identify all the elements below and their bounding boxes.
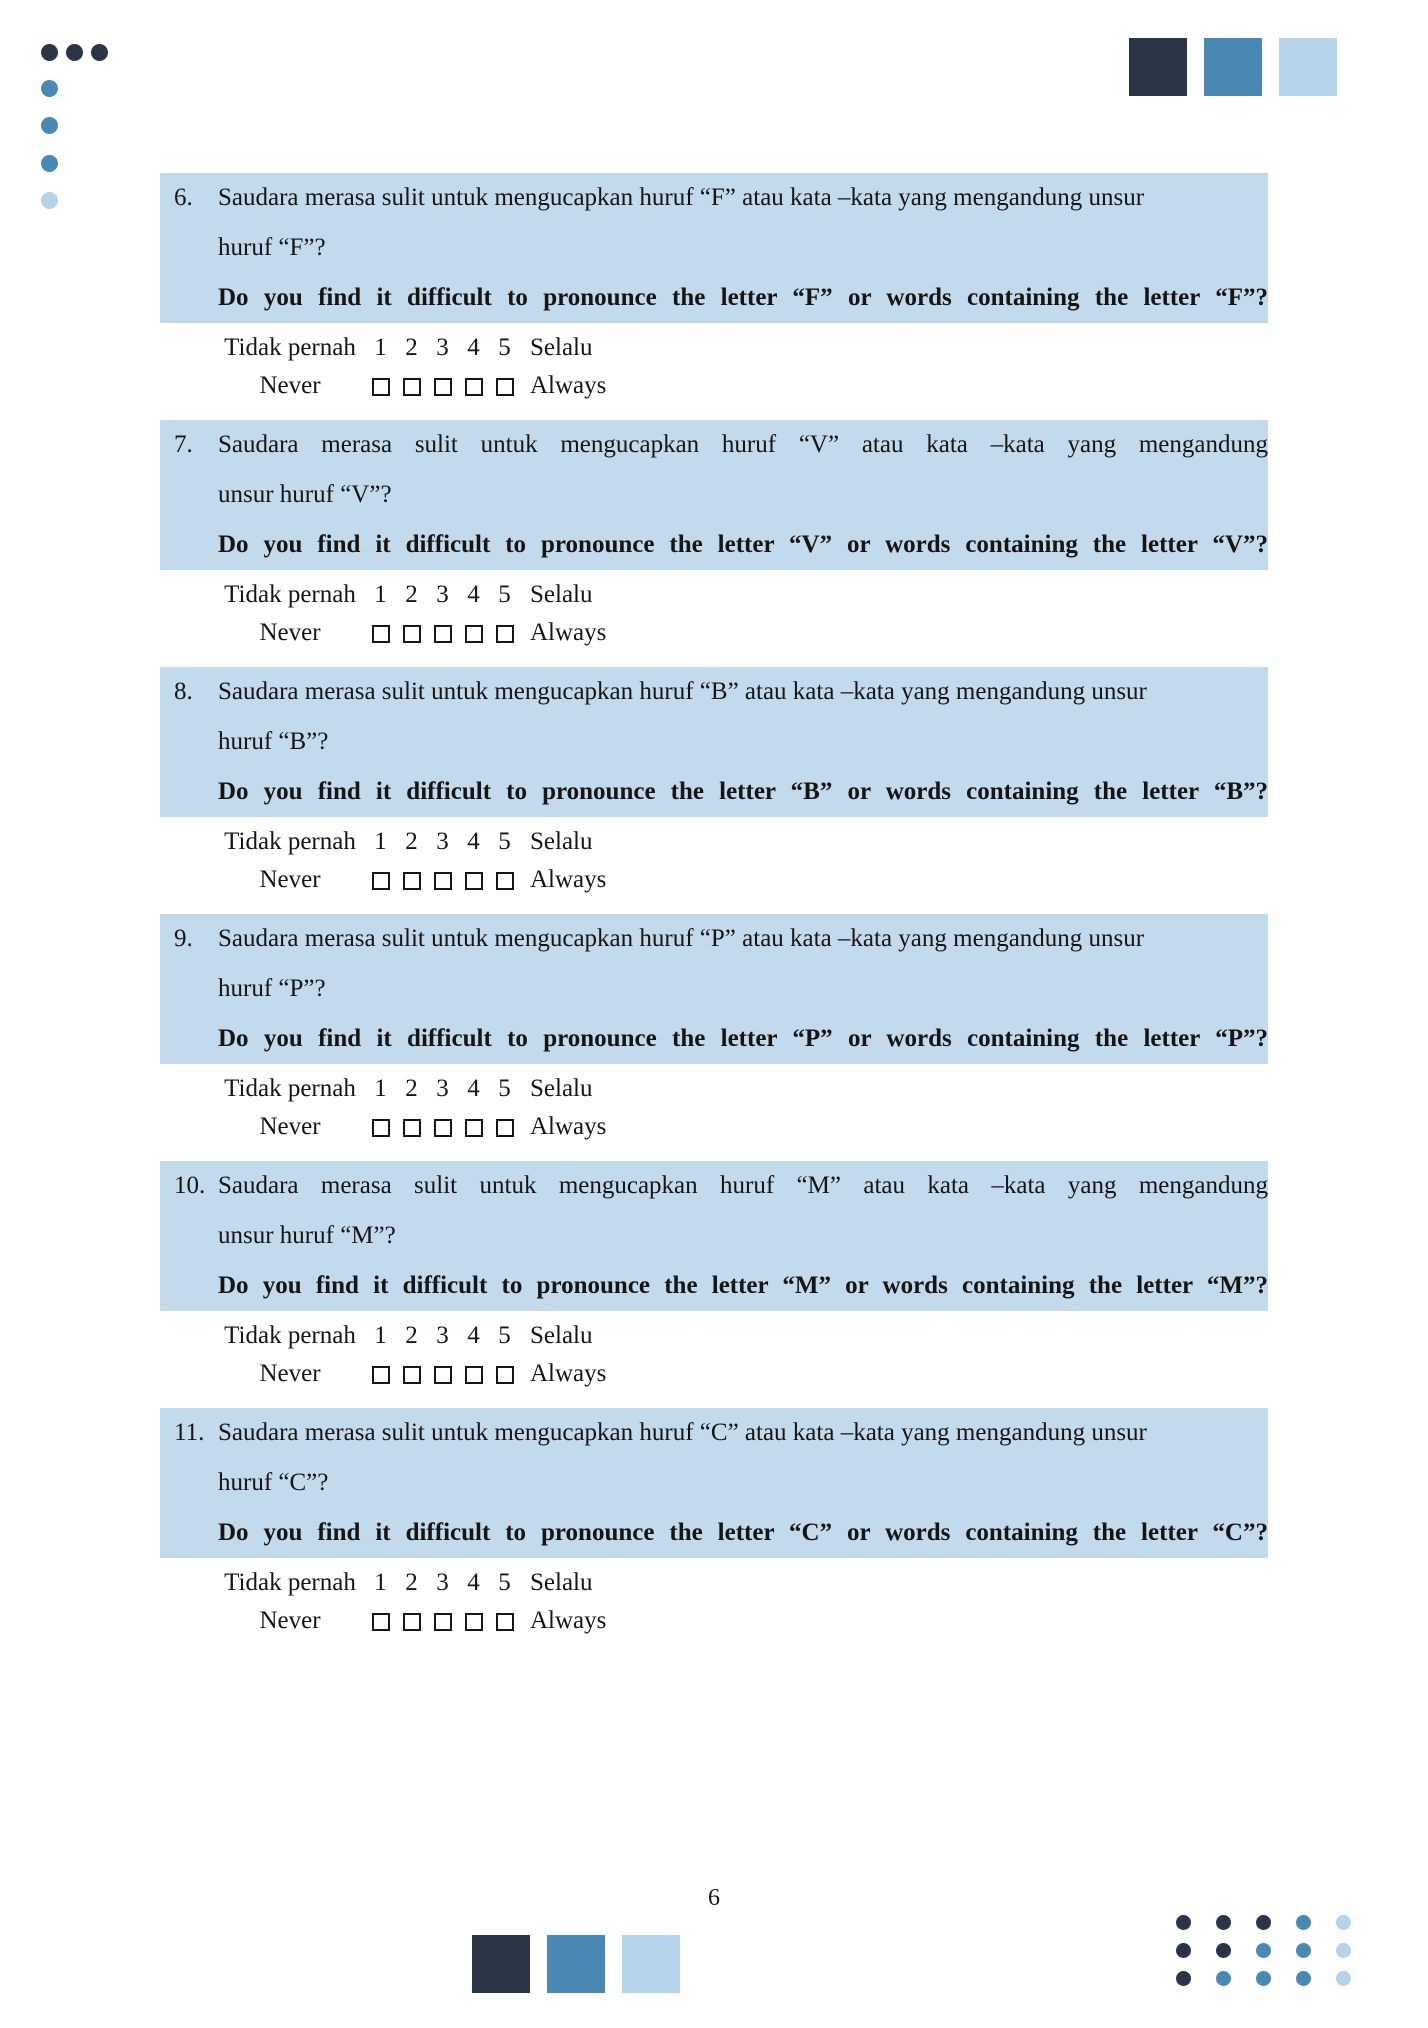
- decorative-square: [622, 1935, 680, 1993]
- scale-number-1: 1: [374, 334, 387, 361]
- question-text: [218, 1161, 1268, 1311]
- scale-number-3: 3: [436, 334, 449, 361]
- scale-number-5: 5: [498, 334, 511, 361]
- rating-checkbox-5[interactable]: [496, 1119, 514, 1137]
- scale-right-label-bottom: Always: [530, 866, 607, 893]
- decorative-dot: [41, 192, 58, 209]
- question-text-indonesian: Saudara merasa sulit untuk mengucapkan huruf “C” atau kata –kata yang mengandung unsur: [218, 1419, 1147, 1446]
- question-text-english: Do you find it difficult to pronounce the letter “P” or words containing the letter “P”?: [218, 1025, 1268, 1052]
- decorative-dot: [66, 44, 83, 61]
- scale-number-3: 3: [436, 1569, 449, 1596]
- scale-numbers-row: [160, 576, 1268, 614]
- scale-number-5: 5: [498, 1322, 511, 1349]
- scale-number-1: 1: [374, 1569, 387, 1596]
- scale-left-label-bottom: Never: [259, 1607, 321, 1634]
- rating-checkbox-2[interactable]: [403, 872, 421, 890]
- scale-right-label-bottom: Always: [530, 372, 607, 399]
- question-text-english: Do you find it difficult to pronounce the letter “F” or words containing the letter “F”?: [218, 284, 1268, 311]
- decorative-dot: [1176, 1943, 1191, 1958]
- question-text-indonesian-cont: huruf “P”?: [218, 975, 326, 1002]
- scale-checkbox-row: [160, 1602, 1268, 1640]
- decorative-dot: [1296, 1915, 1311, 1930]
- question-text-indonesian-cont: huruf “F”?: [218, 234, 326, 261]
- question-item-11: [160, 1408, 1268, 1655]
- scale-number-2: 2: [405, 1322, 418, 1349]
- scale-left-label-top: Tidak pernah: [224, 1322, 356, 1349]
- decorative-dot: [1176, 1915, 1191, 1930]
- scale-right-label-top: Selalu: [530, 1075, 593, 1102]
- bottom-squares-decoration: [472, 1935, 680, 1993]
- decorative-dot: [41, 80, 58, 97]
- question-item-6: [160, 173, 1268, 420]
- question-text-english: Do you find it difficult to pronounce the letter “B” or words containing the letter “B”?: [218, 778, 1268, 805]
- scale-right-label-top: Selalu: [530, 828, 593, 855]
- decorative-dot: [41, 155, 58, 172]
- decorative-dot: [41, 44, 58, 61]
- question-text: [218, 1408, 1268, 1558]
- question-text-english: Do you find it difficult to pronounce the letter “V” or words containing the letter “V”?: [218, 531, 1268, 558]
- scale-checkbox-row: [160, 1108, 1268, 1146]
- scale-checkbox-row: [160, 614, 1268, 652]
- question-text-english: Do you find it difficult to pronounce the letter “C” or words containing the letter “C”?: [218, 1519, 1268, 1546]
- rating-checkbox-5[interactable]: [496, 625, 514, 643]
- scale-right-label-top: Selalu: [530, 581, 593, 608]
- scale-number-2: 2: [405, 334, 418, 361]
- decorative-dot: [1256, 1971, 1271, 1986]
- question-number: 11.: [174, 1419, 205, 1446]
- decorative-square: [1279, 38, 1337, 96]
- question-highlight: [160, 420, 1268, 570]
- rating-checkbox-3[interactable]: [434, 1366, 452, 1384]
- question-text-indonesian: Saudara merasa sulit untuk mengucapkan huruf “B” atau kata –kata yang mengandung unsur: [218, 678, 1147, 705]
- question-text-indonesian-cont: unsur huruf “V”?: [218, 481, 392, 508]
- decorative-dot: [1176, 1971, 1191, 1986]
- decorative-dot: [91, 44, 108, 61]
- rating-checkbox-3[interactable]: [434, 625, 452, 643]
- question-text-indonesian-cont: unsur huruf “M”?: [218, 1222, 396, 1249]
- rating-checkbox-3[interactable]: [434, 378, 452, 396]
- scale-checkbox-row: [160, 861, 1268, 899]
- scale-numbers-row: [160, 823, 1268, 861]
- scale-left-label-top: Tidak pernah: [224, 581, 356, 608]
- rating-checkbox-2[interactable]: [403, 1613, 421, 1631]
- scale-number-4: 4: [467, 1322, 480, 1349]
- decorative-dot: [1216, 1971, 1231, 1986]
- question-text: [218, 914, 1268, 1064]
- question-item-9: [160, 914, 1268, 1161]
- decorative-square: [1204, 38, 1262, 96]
- scale-number-2: 2: [405, 828, 418, 855]
- question-highlight: [160, 1161, 1268, 1311]
- scale-left-label-bottom: Never: [259, 1113, 321, 1140]
- scale-left-label-bottom: Never: [259, 619, 321, 646]
- decorative-dot: [1296, 1971, 1311, 1986]
- decorative-dot: [1296, 1943, 1311, 1958]
- decorative-square: [547, 1935, 605, 1993]
- scale-right-label-bottom: Always: [530, 1113, 607, 1140]
- scale-right-label-bottom: Always: [530, 1360, 607, 1387]
- scale-left-label-top: Tidak pernah: [224, 334, 356, 361]
- scale-number-1: 1: [374, 1322, 387, 1349]
- question-text-indonesian: Saudara merasa sulit untuk mengucapkan huruf “V” atau kata –kata yang mengandung: [218, 431, 1268, 458]
- decorative-dot: [1216, 1943, 1231, 1958]
- scale-number-3: 3: [436, 1322, 449, 1349]
- scale-number-1: 1: [374, 581, 387, 608]
- rating-checkbox-2[interactable]: [403, 1366, 421, 1384]
- scale-right-label-top: Selalu: [530, 1322, 593, 1349]
- rating-checkbox-1[interactable]: [372, 625, 390, 643]
- question-highlight: [160, 1408, 1268, 1558]
- scale-number-2: 2: [405, 1075, 418, 1102]
- rating-checkbox-2[interactable]: [403, 1119, 421, 1137]
- scale-right-label-top: Selalu: [530, 334, 593, 361]
- decorative-dot: [1336, 1915, 1351, 1930]
- question-item-7: [160, 420, 1268, 667]
- question-number: 7.: [174, 431, 193, 458]
- rating-checkbox-4[interactable]: [465, 625, 483, 643]
- scale-number-1: 1: [374, 1075, 387, 1102]
- scale-number-4: 4: [467, 334, 480, 361]
- question-text-indonesian: Saudara merasa sulit untuk mengucapkan huruf “P” atau kata –kata yang mengandung unsur: [218, 925, 1145, 952]
- question-highlight: [160, 173, 1268, 323]
- question-text-indonesian-cont: huruf “C”?: [218, 1469, 329, 1496]
- scale-numbers-row: [160, 329, 1268, 367]
- decorative-dot: [1256, 1915, 1271, 1930]
- page-number: 6: [708, 1885, 720, 1911]
- rating-scale: [160, 576, 1268, 652]
- questionnaire-items: [160, 173, 1268, 1655]
- scale-number-4: 4: [467, 1075, 480, 1102]
- scale-right-label-top: Selalu: [530, 1569, 593, 1596]
- scale-number-5: 5: [498, 828, 511, 855]
- rating-checkbox-1[interactable]: [372, 1613, 390, 1631]
- scale-left-label-bottom: Never: [259, 1360, 321, 1387]
- scale-number-5: 5: [498, 581, 511, 608]
- scale-number-2: 2: [405, 1569, 418, 1596]
- rating-scale: [160, 1070, 1268, 1146]
- scale-left-label-top: Tidak pernah: [224, 1075, 356, 1102]
- scale-right-label-bottom: Always: [530, 619, 607, 646]
- rating-checkbox-5[interactable]: [496, 1366, 514, 1384]
- scale-checkbox-row: [160, 1355, 1268, 1393]
- rating-scale: [160, 1317, 1268, 1393]
- bottom-right-dot-grid-decoration: [1176, 1915, 1351, 1986]
- rating-checkbox-5[interactable]: [496, 872, 514, 890]
- rating-checkbox-3[interactable]: [434, 872, 452, 890]
- question-number: 10.: [174, 1172, 206, 1199]
- rating-checkbox-3[interactable]: [434, 1613, 452, 1631]
- decorative-dot: [1336, 1971, 1351, 1986]
- decorative-dot: [41, 117, 58, 134]
- scale-left-label-top: Tidak pernah: [224, 1569, 356, 1596]
- rating-checkbox-1[interactable]: [372, 872, 390, 890]
- scale-left-label-top: Tidak pernah: [224, 828, 356, 855]
- question-highlight: [160, 667, 1268, 817]
- scale-number-5: 5: [498, 1075, 511, 1102]
- scale-numbers-row: [160, 1317, 1268, 1355]
- decorative-dot: [1216, 1915, 1231, 1930]
- rating-checkbox-3[interactable]: [434, 1119, 452, 1137]
- scale-number-4: 4: [467, 828, 480, 855]
- rating-checkbox-2[interactable]: [403, 378, 421, 396]
- question-text: [218, 420, 1268, 570]
- rating-scale: [160, 329, 1268, 405]
- scale-number-3: 3: [436, 828, 449, 855]
- scale-number-3: 3: [436, 581, 449, 608]
- rating-checkbox-2[interactable]: [403, 625, 421, 643]
- decorative-dot: [1256, 1943, 1271, 1958]
- scale-numbers-row: [160, 1070, 1268, 1108]
- question-item-10: [160, 1161, 1268, 1408]
- scale-number-1: 1: [374, 828, 387, 855]
- scale-checkbox-row: [160, 367, 1268, 405]
- question-text-indonesian: Saudara merasa sulit untuk mengucapkan huruf “M” atau kata –kata yang mengandung: [218, 1172, 1268, 1199]
- scale-number-5: 5: [498, 1569, 511, 1596]
- rating-checkbox-1[interactable]: [372, 1119, 390, 1137]
- rating-checkbox-5[interactable]: [496, 378, 514, 396]
- scale-right-label-bottom: Always: [530, 1607, 607, 1634]
- question-item-8: [160, 667, 1268, 914]
- scale-number-4: 4: [467, 1569, 480, 1596]
- question-text-indonesian: Saudara merasa sulit untuk mengucapkan huruf “F” atau kata –kata yang mengandung unsur: [218, 184, 1145, 211]
- scale-number-2: 2: [405, 581, 418, 608]
- rating-scale: [160, 1564, 1268, 1640]
- decorative-square: [1129, 38, 1187, 96]
- decorative-square: [472, 1935, 530, 1993]
- scale-number-3: 3: [436, 1075, 449, 1102]
- rating-checkbox-4[interactable]: [465, 1613, 483, 1631]
- scale-number-4: 4: [467, 581, 480, 608]
- question-text: [218, 173, 1268, 323]
- rating-checkbox-5[interactable]: [496, 1613, 514, 1631]
- rating-checkbox-4[interactable]: [465, 872, 483, 890]
- decorative-dot: [1336, 1943, 1351, 1958]
- rating-checkbox-4[interactable]: [465, 1119, 483, 1137]
- rating-scale: [160, 823, 1268, 899]
- scale-numbers-row: [160, 1564, 1268, 1602]
- rating-checkbox-1[interactable]: [372, 1366, 390, 1384]
- rating-checkbox-4[interactable]: [465, 378, 483, 396]
- question-number: 6.: [174, 184, 193, 211]
- question-text-english: Do you find it difficult to pronounce the letter “M” or words containing the letter “M”?: [218, 1272, 1268, 1299]
- question-number: 8.: [174, 678, 193, 705]
- question-text: [218, 667, 1268, 817]
- rating-checkbox-1[interactable]: [372, 378, 390, 396]
- question-number: 9.: [174, 925, 193, 952]
- question-highlight: [160, 914, 1268, 1064]
- question-text-indonesian-cont: huruf “B”?: [218, 728, 329, 755]
- scale-left-label-bottom: Never: [259, 372, 321, 399]
- rating-checkbox-4[interactable]: [465, 1366, 483, 1384]
- top-right-squares-decoration: [1129, 38, 1337, 96]
- scale-left-label-bottom: Never: [259, 866, 321, 893]
